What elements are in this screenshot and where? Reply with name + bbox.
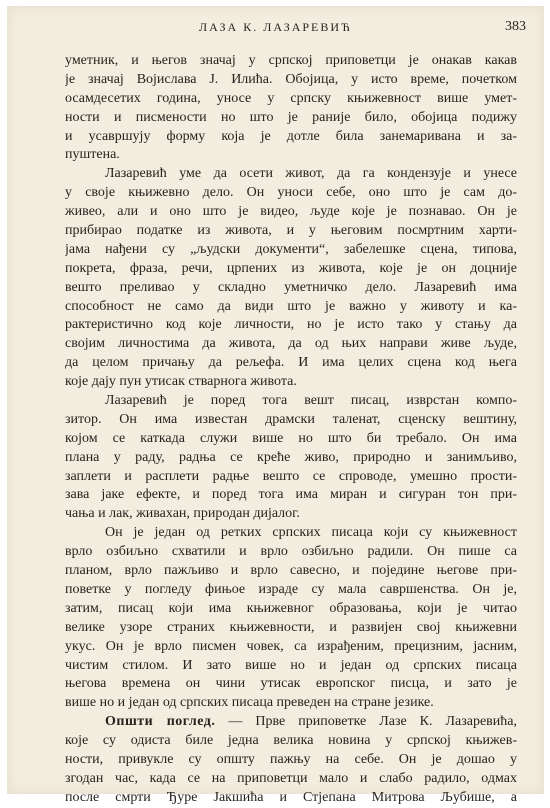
text-line: је значај Војислава Ј. Илића. Обојица, у исто време, почетком <box>65 71 517 87</box>
text-line: рактеристично код које личности, но је исто тако у стању да <box>65 317 517 333</box>
paragraph-4 <box>65 524 517 713</box>
text-line: којом се каткада служи више но што би требало. Он има <box>65 430 517 446</box>
text-line: врло озбиљно схватили и врло озбиљно радили. Он пише са <box>65 544 517 560</box>
paragraph-1 <box>65 52 517 165</box>
paragraph-2 <box>65 165 517 392</box>
running-title: ЛАЗА К. ЛАЗАРЕВИЋ <box>199 20 352 34</box>
text-line: пуштена. <box>65 147 120 163</box>
text-line: после смрти Ђуре Јакшића и Стјепана Митрова Љубише, а <box>65 789 517 805</box>
text-line: јама нађени су „људски документи“, забелешке сцена, типова, <box>65 241 517 257</box>
text-line: да целом причању да рељефа. И има целих сцена код њега <box>65 355 517 371</box>
book-page <box>7 6 544 805</box>
page-number: 383 <box>505 19 526 34</box>
text-line: прибирао податке из живота, и у његовим посмртним харти- <box>65 223 517 239</box>
text-line: затим, писац који има књижевног образовања, који је читао <box>65 600 517 616</box>
text-line: осамдесетих година, уносе у српску књижевност више умет- <box>65 90 517 106</box>
body-text <box>65 52 517 808</box>
text-line: згодан час, када се на приповетци мало и слабо радило, одмах <box>65 770 517 786</box>
heading-continuation: — Прве приповетке Лазе К. Лазаревића, <box>215 714 517 730</box>
text-line: Он је један од ретких српских писаца који су књижевност <box>105 525 517 541</box>
text-line: чистим стилом. И зато више но и један од српских писаца <box>65 657 517 673</box>
text-line: велике узоре страних књижевности, и развијен свој књижевни <box>65 619 517 635</box>
text-line <box>65 713 517 732</box>
text-line: Лазаревић уме да осети живот, да га кондензује и унесе <box>105 166 517 182</box>
text-line: у своје књижевно дело. Он уноси себе, оно што је сам до- <box>65 185 517 201</box>
text-line: које дају пун утисак стварнога живота. <box>65 374 297 390</box>
text-line: способност не само да види што је важно у животу и ка- <box>65 298 517 314</box>
text-line: вешто преливао у складно уметничко дело. Лазаревић има <box>65 279 517 295</box>
text-line: својим личностима да живота, да од њих направи живе људе, <box>65 336 517 352</box>
text-line: његова времена он чини утисак европског писца, и зато је <box>65 676 517 692</box>
text-line: Лазаревић је поред тога вешт писац, изврстан компо- <box>105 393 517 409</box>
text-line: покрета, фраза, речи, црпених из живота, које је он доцније <box>65 260 517 276</box>
paragraph-5 <box>65 713 517 807</box>
text-line: које су одиста биле једна велика новина у српској књижев- <box>65 733 517 749</box>
text-line: и усавршују форму која је дотле била занемаривана и за- <box>65 128 517 144</box>
text-line: чања и лак, живахан, природан дијалог. <box>65 506 300 522</box>
text-line: планом, врло пажљиво и врло савесно, и поједине његове при- <box>65 563 517 579</box>
text-line: плана у раду, радња се креће живо, природно и занимљиво, <box>65 449 517 465</box>
text-line: уметник, и његов значај у српској приповетци је онакав какав <box>65 53 517 68</box>
text-line: заплети и расплети радње вешто се спроводе, умешно прости- <box>65 468 517 484</box>
text-line: живео, али и оно што је видео, људе које је познавао. Он је <box>65 204 517 220</box>
text-line: ности и писмености но што је раније било, обојица подижу <box>65 109 517 125</box>
text-line: поветке у погледу фињое израде су мала савршенства. Он је, <box>65 581 517 597</box>
paragraph-3 <box>65 392 517 524</box>
running-head <box>7 20 544 40</box>
text-line: ности, привукле су општу пажњу на себе. Он је дошао у <box>65 751 517 767</box>
text-line: зава јаке ефекте, и поред тога има миран и сигуран тон при- <box>65 487 517 503</box>
text-line: укус. Он је врло писмен човек, са израђеним, прецизним, јасним, <box>65 638 517 654</box>
section-heading: Општи поглед. <box>105 714 216 730</box>
text-line: више но и један од српских писаца преведен на стране језике. <box>65 695 434 711</box>
text-line: зитор. Он има известан драмски таленат, сценску вештину, <box>65 411 517 427</box>
